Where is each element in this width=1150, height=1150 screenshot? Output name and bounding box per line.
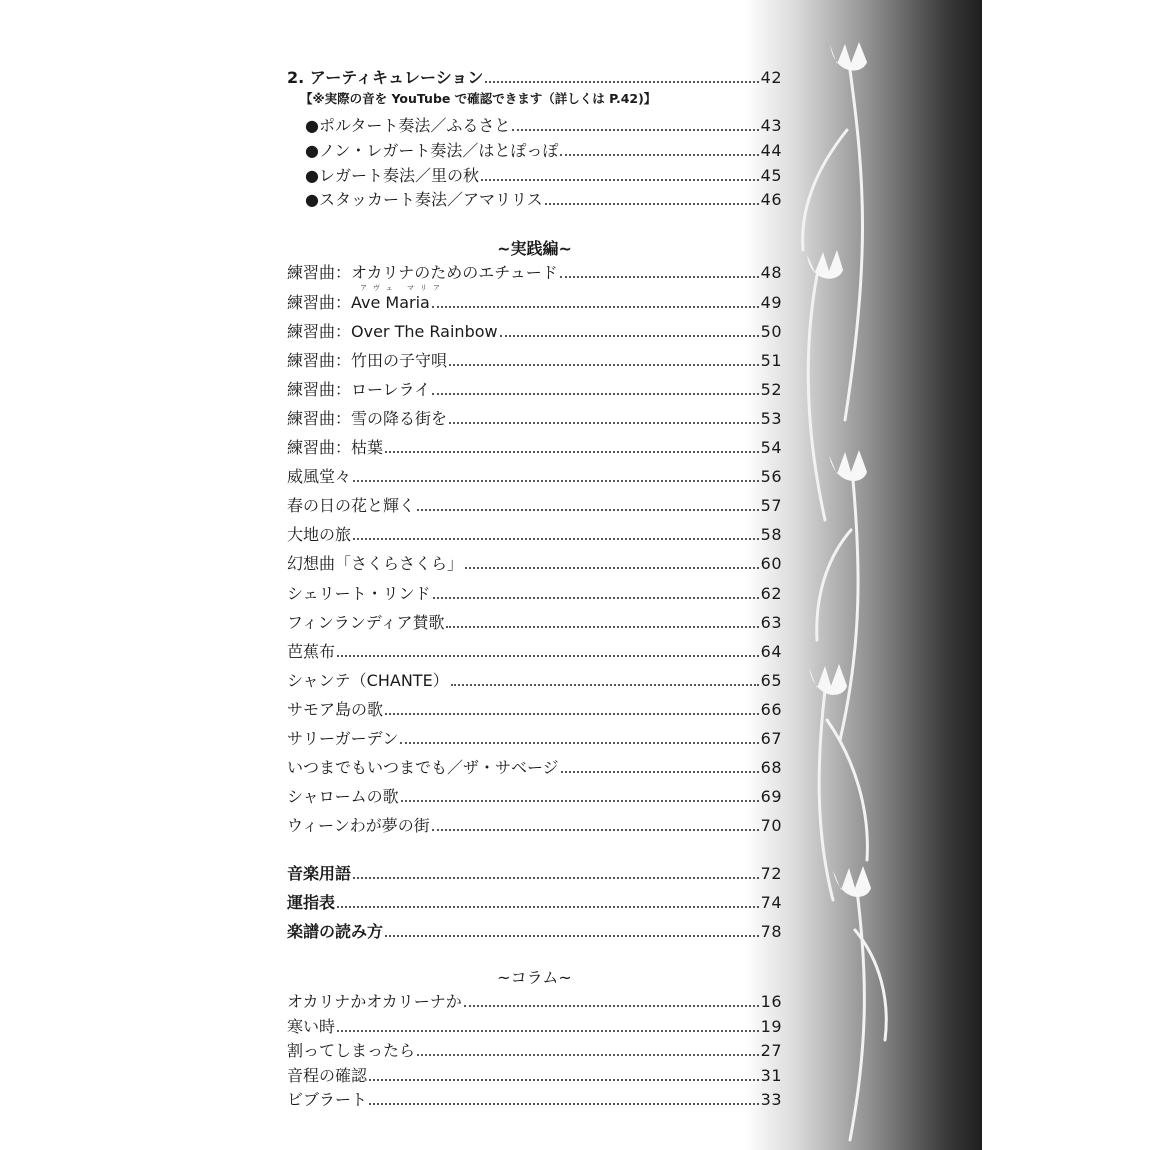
toc-entry [287,550,782,574]
entry-page: 48 [760,263,782,282]
dot-leader [512,129,758,131]
dot-leader [337,906,759,908]
dot-leader [449,364,759,366]
entry-label: 威風堂々 [287,467,352,486]
entry-label: 割ってしまったら [287,1041,416,1060]
entry-label: 芭蕉布 [287,642,336,661]
toc-entry [287,1062,782,1086]
dot-leader [446,626,758,628]
dot-leader [561,771,759,773]
toc-entry [305,137,782,161]
dot-leader [465,567,759,569]
toc-entry [287,754,782,778]
toc-entry [305,186,782,210]
dot-leader [485,81,758,83]
entry-page: 45 [760,166,782,185]
dot-leader [464,1005,759,1007]
entry-page: 33 [760,1090,782,1109]
entry-label: サリーガーデン [287,729,399,748]
toc-entry [287,405,782,429]
entry-label: 練習曲：ローレライ [287,380,431,399]
toc-entry [287,347,782,371]
entry-page: 52 [760,380,782,399]
entry-label: 寒い時 [287,1017,336,1036]
toc-entry-articulation [287,64,782,88]
toc-entry [287,376,782,400]
entry-page: 57 [760,496,782,515]
toc-entry [287,463,782,487]
dot-leader [432,829,759,831]
entry-label: 練習曲：雪の降る街を [287,409,448,428]
entry-label: 2. アーティキュレーション [287,68,484,87]
entry-page: 54 [760,438,782,457]
entry-label: 練習曲：Over The Rainbow [287,322,498,341]
entry-label: オカリナかオカリーナか [287,992,462,1011]
entry-page: 72 [760,864,782,883]
dot-leader [417,509,759,511]
dot-leader [560,276,759,278]
entry-page: 60 [760,554,782,573]
entry-page: 46 [760,190,782,209]
toc-entry [287,259,782,283]
entry-label: ウィーンわが夢の街 [287,816,430,835]
entry-page: 43 [760,116,782,135]
entry-label: フィンランディア賛歌 [287,613,445,632]
entry-label: 練習曲：枯葉 [287,438,384,457]
toc-entry [287,812,782,836]
toc-entry [305,112,782,136]
toc-entry [287,1086,782,1110]
toc-entry [287,580,782,604]
entry-page: 49 [760,293,782,312]
toc-entry [287,289,782,313]
entry-label: ビブラート [287,1090,368,1109]
entry-page: 44 [760,141,782,160]
toc-entry [287,725,782,749]
dot-leader [432,306,759,308]
entry-label: サモア島の歌 [287,700,384,719]
dot-leader [433,597,759,599]
dot-leader [500,335,759,337]
toc-entry-appendix [287,860,782,884]
dot-leader [353,480,759,482]
toc-entry [287,667,782,691]
toc-entry-appendix [287,918,782,942]
entry-page: 19 [760,1017,782,1036]
toc-entry [287,318,782,342]
toc-entry [287,1013,782,1037]
entry-label: いつまでもいつまでも／ザ・サベージ [287,758,559,777]
entry-label: 楽譜の読み方 [287,922,384,941]
toc-entry-appendix [287,889,782,913]
entry-label: 運指表 [287,893,336,912]
entry-label: 音楽用語 [287,864,352,883]
entry-label: ●スタッカート奏法／アマリリス [305,190,543,209]
toc-entry [287,1037,782,1061]
ruby-annotation: アヴェ マリア [360,284,446,292]
dot-leader [400,742,758,744]
entry-page: 62 [760,584,782,603]
entry-page: 69 [760,787,782,806]
entry-label: ●ノン・レガート奏法／はとぽっぽ [305,141,559,160]
dot-leader [353,877,759,879]
dot-leader [369,1079,759,1081]
toc-entry [287,434,782,458]
dot-leader [545,203,759,205]
dot-leader [432,393,758,395]
entry-page: 74 [760,893,782,912]
entry-page: 66 [760,700,782,719]
dot-leader [449,422,759,424]
entry-label: 練習曲：Ave Maria [287,293,430,312]
entry-page: 50 [760,322,782,341]
toc-entry [287,783,782,807]
entry-label: シャロームの歌 [287,787,399,806]
entry-label: ●レガート奏法／里の秋 [305,166,479,185]
entry-page: 63 [760,613,782,632]
dot-leader [385,713,759,715]
dot-leader [481,179,759,181]
entry-page: 68 [760,758,782,777]
toc-entry [287,638,782,662]
entry-label: シェリート・リンド [287,584,431,603]
entry-label: 音程の確認 [287,1066,368,1085]
toc-entry [305,162,782,186]
toc-entry [287,988,782,1012]
entry-label: 幻想曲「さくらさくら」 [287,554,464,573]
dot-leader [337,1030,759,1032]
entry-page: 64 [760,642,782,661]
entry-page: 16 [760,992,782,1011]
dot-leader [369,1103,759,1105]
entry-label: 練習曲：竹田の子守唄 [287,351,448,370]
toc-entry [287,609,782,633]
toc-entry [287,696,782,720]
dot-leader [560,154,758,156]
dot-leader [353,538,759,540]
dot-leader [401,800,759,802]
entry-page: 67 [760,729,782,748]
entry-page: 56 [760,467,782,486]
entry-page: 78 [760,922,782,941]
youtube-note: 【※実際の音を YouTube で確認できます（詳しくは P.42)】 [300,91,657,106]
entry-page: 31 [760,1066,782,1085]
entry-page: 51 [760,351,782,370]
entry-page: 65 [760,671,782,690]
entry-page: 27 [760,1041,782,1060]
entry-page: 58 [760,525,782,544]
entry-page: 53 [760,409,782,428]
dot-leader [337,655,759,657]
toc-entry [287,492,782,516]
dot-leader [385,935,759,937]
entry-label: ●ポルタート奏法／ふるさと [305,116,511,135]
entry-page: 42 [760,68,782,87]
dot-leader [385,451,759,453]
entry-label: 大地の旅 [287,525,352,544]
entry-page: 70 [760,816,782,835]
dot-leader [451,684,759,686]
toc-entry [287,521,782,545]
section-heading-column: ~コラム~ [497,968,572,987]
dot-leader [417,1054,759,1056]
entry-label: シャンテ（CHANTE） [287,671,449,690]
entry-label: 練習曲：オカリナのためのエチュード [287,263,558,282]
entry-label: 春の日の花と輝く [287,496,416,515]
section-heading-practice: ~実践編~ [497,239,572,258]
